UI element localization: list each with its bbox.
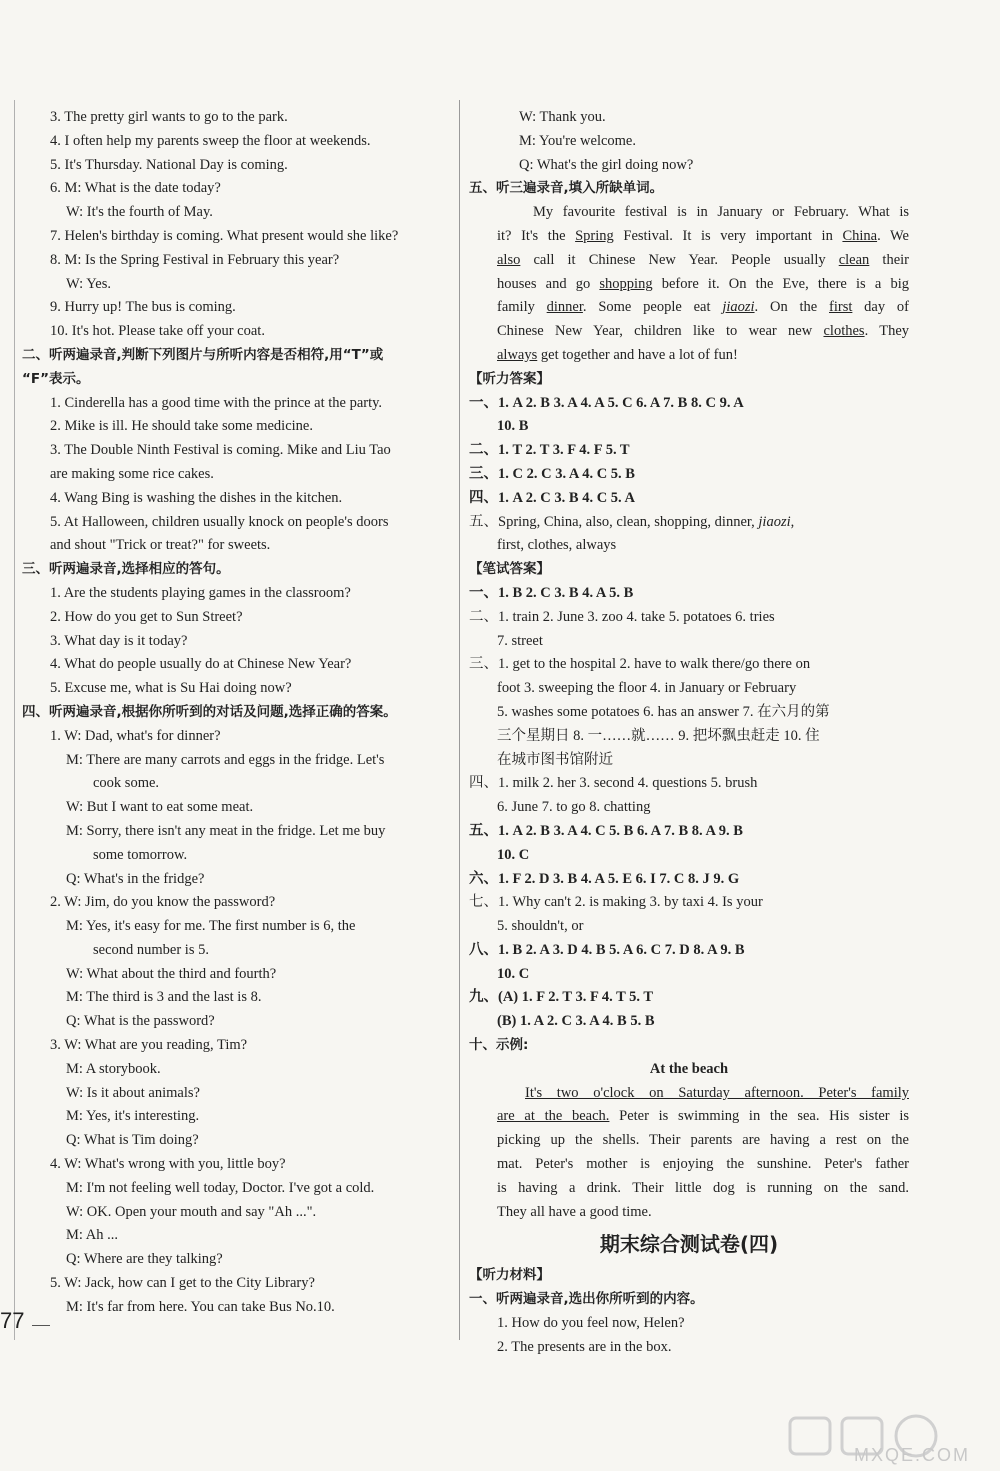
essay-line: are at the beach. Peter is swimming in the sea. His sister is bbox=[497, 1108, 909, 1125]
section-heading: 二、听两遍录音,判断下列图片与所听内容是否相符,用“T”或 bbox=[22, 346, 384, 363]
essay-line: mat. Peter's mother is enjoying the sunshine. Peter's father bbox=[497, 1156, 909, 1173]
passage-line: also call it Chinese New Year. People usually clean their bbox=[497, 251, 909, 268]
exam-title: 期末综合测试卷(四) bbox=[599, 1232, 779, 1257]
dialogue-line: Q: What is the password? bbox=[66, 1013, 215, 1030]
essay-title: At the beach bbox=[649, 1060, 729, 1077]
page-number: 77 bbox=[0, 1308, 25, 1333]
listen-item: 8. M: Is the Spring Festival in February this year? bbox=[50, 251, 340, 268]
listen-item: 7. Helen's birthday is coming. What present would she like? bbox=[50, 227, 399, 244]
filled-word: dinner bbox=[546, 299, 583, 316]
dialogue-line: W: What about the third and fourth? bbox=[66, 965, 277, 982]
section-heading: 四、听两遍录音,根据你所听到的对话及问题,选择正确的答案。 bbox=[22, 703, 397, 720]
listening-material-heading: 【听力材料】 bbox=[469, 1267, 550, 1284]
listen-item: 1. W: Dad, what's for dinner? bbox=[50, 727, 221, 744]
listen-item: 9. Hurry up! The bus is coming. bbox=[50, 299, 236, 316]
listen-item: 6. M: What is the date today? bbox=[50, 180, 221, 197]
dialogue-line: M: The third is 3 and the last is 8. bbox=[66, 989, 262, 1006]
dialogue-line: Q: What's in the fridge? bbox=[66, 870, 205, 887]
dialogue-line: M: Yes, it's interesting. bbox=[66, 1108, 200, 1125]
filled-word: also bbox=[497, 251, 521, 268]
listen-item: 3. What day is it today? bbox=[50, 632, 188, 649]
listen-item: 3. The Double Ninth Festival is coming. Mike and Liu Tao bbox=[50, 442, 391, 459]
filled-word: Spring bbox=[575, 227, 614, 244]
section-heading: 三、听两遍录音,选择相应的答句。 bbox=[22, 561, 230, 578]
dialogue-line: W: Is it about animals? bbox=[66, 1084, 200, 1101]
dialogue-line: M: Yes, it's easy for me. The first number is 6, the bbox=[66, 918, 356, 935]
dialogue-line: Q: Where are they talking? bbox=[66, 1251, 223, 1268]
right-column bbox=[469, 106, 909, 1360]
filled-word: always bbox=[497, 346, 538, 363]
listen-item: 3. The pretty girl wants to go to the park. bbox=[50, 109, 288, 125]
listen-item: 5. At Halloween, children usually knock on people's doors bbox=[50, 513, 389, 530]
listen-item: and shout "Trick or treat?" for sweets. bbox=[50, 537, 271, 554]
answer-heading-written: 【笔试答案】 bbox=[469, 561, 550, 578]
dialogue-line: W: OK. Open your mouth and say "Ah ...". bbox=[66, 1203, 317, 1220]
listen-item: 5. Excuse me, what is Su Hai doing now? bbox=[50, 680, 292, 697]
essay-line: is having a drink. Their little dog is running on the sand. bbox=[497, 1179, 909, 1196]
listen-item: 5. It's Thursday. National Day is coming. bbox=[50, 156, 288, 173]
answer-line: 二、1. train 2. June 3. zoo 4. take 5. potatoes 6. tries bbox=[469, 608, 775, 625]
answer-line: 四、1. A 2. C 3. B 4. C 5. A bbox=[469, 489, 635, 506]
answer-line: 5. shouldn't, or bbox=[497, 918, 584, 935]
answer-line: 10. C bbox=[497, 846, 530, 863]
dialogue-line: M: There are many carrots and eggs in the fridge. Let's bbox=[66, 751, 385, 768]
answer-line: 六、1. F 2. D 3. B 4. A 5. E 6. I 7. C 8. J 9. G bbox=[469, 870, 740, 887]
column-divider bbox=[459, 100, 460, 1340]
passage-line: houses and go shopping before it. On the Eve, there is a big bbox=[497, 275, 909, 292]
essay-line: It's two o'clock on Saturday afternoon. Peter's family bbox=[525, 1084, 909, 1101]
dialogue-line: W: It's the fourth of May. bbox=[66, 204, 213, 221]
section-heading: 五、听三遍录音,填入所缺单词。 bbox=[469, 180, 664, 197]
answer-line: 一、1. B 2. C 3. B 4. A 5. B bbox=[469, 584, 634, 601]
passage-line: My favourite festival is in January or February. What is bbox=[533, 204, 909, 221]
section-heading: 一、听两遍录音,选出你所听到的内容。 bbox=[469, 1291, 704, 1308]
dialogue-line: cook some. bbox=[93, 775, 160, 792]
answer-line: 在城市图书馆附近 bbox=[497, 751, 613, 768]
watermark-text: MXQE.COM bbox=[853, 1445, 970, 1465]
answer-line: first, clothes, always bbox=[497, 537, 617, 554]
answer-line: 八、1. B 2. A 3. D 4. B 5. A 6. C 7. D 8. A 9. B bbox=[469, 941, 745, 958]
dialogue-line: W: Thank you. bbox=[519, 109, 606, 125]
answer-line: 三、1. get to the hospital 2. have to walk there/go there on bbox=[469, 656, 811, 673]
listen-item: 5. W: Jack, how can I get to the City Library? bbox=[50, 1275, 315, 1292]
passage-line: it? It's the Spring Festival. It is very important in China. We bbox=[497, 227, 909, 244]
dialogue-line: second number is 5. bbox=[93, 941, 209, 958]
essay-line: picking up the shells. Their parents are having a rest on the bbox=[497, 1132, 909, 1149]
answer-line: 10. B bbox=[497, 418, 529, 435]
filled-word: jiaozi bbox=[722, 299, 755, 316]
listen-item: 4. What do people usually do at Chinese New Year? bbox=[50, 656, 352, 673]
dialogue-line: W: Yes. bbox=[66, 275, 111, 292]
section-heading: 十、示例: bbox=[469, 1037, 529, 1054]
answer-line: 五、Spring, China, also, clean, shopping, dinner, jiaozi, bbox=[469, 513, 795, 530]
filled-word: clothes bbox=[823, 323, 865, 340]
dialogue-line: Q: What's the girl doing now? bbox=[519, 156, 694, 173]
answer-line: 五、1. A 2. B 3. A 4. C 5. B 6. A 7. B 8. A 9. B bbox=[469, 822, 743, 839]
listen-item: 10. It's hot. Please take off your coat. bbox=[50, 323, 265, 340]
dialogue-line: M: It's far from here. You can take Bus No.10. bbox=[66, 1298, 335, 1315]
dialogue-line: M: A storybook. bbox=[66, 1060, 161, 1077]
listen-item: are making some rice cakes. bbox=[50, 465, 214, 482]
answer-line: 三、1. C 2. C 3. A 4. C 5. B bbox=[469, 465, 635, 482]
passage-line: family dinner. Some people eat jiaozi. On the first day of bbox=[497, 299, 909, 316]
listen-item: 4. I often help my parents sweep the floor at weekends. bbox=[50, 132, 371, 149]
answer-heading-listening: 【听力答案】 bbox=[469, 370, 550, 387]
page-number-rule bbox=[32, 1325, 50, 1326]
answer-line: 7. street bbox=[497, 632, 543, 649]
answer-line: 九、(A) 1. F 2. T 3. F 4. T 5. T bbox=[469, 989, 654, 1006]
left-column bbox=[22, 106, 452, 1320]
passage-line: Chinese New Year, children like to wear new clothes. They bbox=[497, 323, 910, 340]
answer-line: 5. washes some potatoes 6. has an answer 7. 在六月的第 bbox=[497, 703, 830, 720]
listen-item: 2. Mike is ill. He should take some medicine. bbox=[50, 418, 313, 435]
listen-item: 1. Are the students playing games in the classroom? bbox=[50, 584, 351, 601]
dialogue-line: M: Ah ... bbox=[66, 1227, 118, 1244]
dialogue-line: Q: What is Tim doing? bbox=[66, 1132, 199, 1149]
answer-line: 一、1. A 2. B 3. A 4. A 5. C 6. A 7. B 8. C 9. A bbox=[469, 394, 744, 411]
listen-item: 2. How do you get to Sun Street? bbox=[50, 608, 243, 625]
filled-word: shopping bbox=[599, 275, 653, 292]
dialogue-line: W: But I want to eat some meat. bbox=[66, 799, 254, 816]
dialogue-line: M: Sorry, there isn't any meat in the fridge. Let me buy bbox=[66, 822, 386, 839]
answer-line: 10. C bbox=[497, 965, 530, 982]
answer-line: (B) 1. A 2. C 3. A 4. B 5. B bbox=[497, 1013, 655, 1030]
dialogue-line: M: I'm not feeling well today, Doctor. I've got a cold. bbox=[66, 1179, 375, 1196]
listen-item: 2. W: Jim, do you know the password? bbox=[50, 894, 276, 911]
filled-word: China bbox=[842, 227, 878, 244]
passage-line: always get together and have a lot of fun! bbox=[497, 346, 738, 363]
listen-item: 1. Cinderella has a good time with the prince at the party. bbox=[50, 394, 383, 411]
listen-item: 2. The presents are in the box. bbox=[497, 1338, 672, 1355]
listen-item: 4. W: What's wrong with you, little boy? bbox=[50, 1156, 286, 1173]
dialogue-line: M: You're welcome. bbox=[519, 132, 636, 149]
answer-line: foot 3. sweeping the floor 4. in January or February bbox=[497, 680, 797, 697]
dialogue-line: some tomorrow. bbox=[93, 846, 188, 863]
answer-line: 6. June 7. to go 8. chatting bbox=[497, 799, 651, 816]
answer-line: 七、1. Why can't 2. is making 3. by taxi 4. Is your bbox=[469, 894, 763, 911]
answer-line: 四、1. milk 2. her 3. second 4. questions 5. brush bbox=[469, 775, 758, 792]
section-heading: “F”表示。 bbox=[22, 370, 90, 387]
listen-item: 1. How do you feel now, Helen? bbox=[497, 1315, 685, 1332]
answer-line: 二、1. T 2. T 3. F 4. F 5. T bbox=[469, 442, 630, 459]
binding-edge bbox=[14, 100, 15, 1340]
filled-word: first bbox=[829, 299, 853, 316]
listen-item: 4. Wang Bing is washing the dishes in the kitchen. bbox=[50, 489, 343, 506]
filled-word: clean bbox=[838, 251, 870, 268]
answer-line: 三个星期日 8. 一……就…… 9. 把坏飘虫赶走 10. 住 bbox=[497, 727, 820, 744]
essay-line: They all have a good time. bbox=[497, 1203, 652, 1220]
listen-item: 3. W: What are you reading, Tim? bbox=[50, 1037, 248, 1054]
